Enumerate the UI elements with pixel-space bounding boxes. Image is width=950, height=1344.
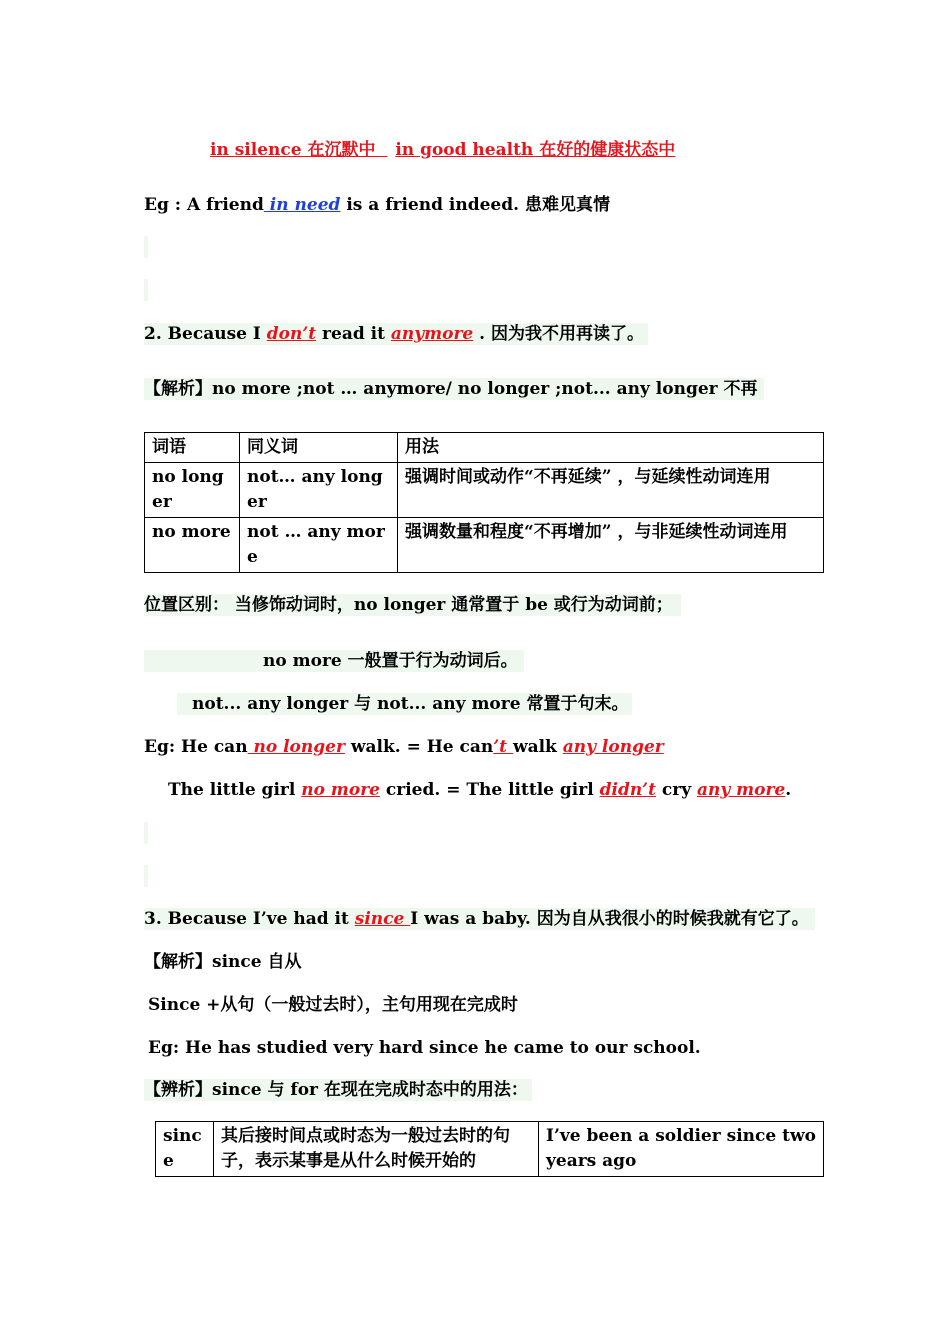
- compare-since-for: 【辨析】since 与 for 在现在完成时态中的用法：: [144, 1079, 532, 1101]
- highlight-stub: [144, 865, 148, 887]
- eg1-prefix: Eg : A friend: [144, 195, 264, 215]
- position-line-2: no more 一般置于行为动词后。: [144, 650, 524, 672]
- eg2-prefix: Eg: He can: [144, 737, 248, 757]
- s3-prefix: 3. Because I’ve had it: [144, 909, 355, 929]
- eg3-suffix: .: [785, 780, 792, 800]
- analysis-since: 【解析】since 自从: [144, 952, 302, 972]
- s3-suffix: I was a baby. 因为自从我很小的时候我就有它了。: [410, 909, 809, 929]
- since-for-table: [155, 1121, 824, 1177]
- sentence-2: [144, 323, 648, 345]
- position-line-3: not... any longer 与 not... any more 常置于句末。: [177, 693, 632, 715]
- eg1-suffix: is a friend indeed. 患难见真情: [340, 195, 610, 215]
- table-cell: not… any longer: [240, 463, 398, 518]
- highlight-stub: [144, 236, 148, 258]
- phrase-gap: [375, 140, 387, 160]
- header-phrases: [210, 139, 675, 161]
- eg3-any-more: any more: [697, 780, 786, 800]
- eg3-no-more: no more: [301, 780, 380, 800]
- eg2-any-longer: any longer: [562, 737, 664, 757]
- eg3-prefix: The little girl: [168, 780, 302, 800]
- eg2-mid1: walk. = He can: [344, 737, 494, 757]
- table-row: [156, 1122, 824, 1177]
- eg3-mid1: cried. = The little girl: [379, 780, 600, 800]
- table-cell: no longer: [145, 463, 240, 518]
- table-row: [145, 463, 824, 518]
- eg2-mid2: walk: [512, 737, 563, 757]
- since-rule: Since +从句（一般过去时），主句用现在完成时: [148, 995, 518, 1015]
- table-header-cell: 同义词: [240, 433, 398, 463]
- example-studied: Eg: He has studied very hard since he came to our school.: [148, 1038, 701, 1058]
- phrase-in-good-health: in good health 在好的健康状态中: [395, 140, 676, 160]
- table-cell: 其后接时间点或时态为一般过去时的句子，表示某事是从什么时候开始的: [214, 1122, 539, 1177]
- s2-word-dont: don’t: [266, 324, 317, 344]
- phrase-in-silence: in silence 在沉默中: [210, 140, 376, 160]
- table-cell: not … any more: [240, 518, 398, 573]
- eg2-cant: ’t: [493, 737, 513, 757]
- table-header-cell: 词语: [145, 433, 240, 463]
- table-cell: no more: [145, 518, 240, 573]
- position-line-1: 位置区别： 当修饰动词时，no longer 通常置于 be 或行为动词前；: [144, 594, 681, 616]
- eg3-didnt: didn’t: [599, 780, 656, 800]
- table-cell: since: [156, 1122, 214, 1177]
- table-header-cell: 用法: [398, 433, 824, 463]
- s2-suffix: . 因为我不用再读了。: [473, 324, 644, 344]
- example-friend-in-need: [144, 194, 610, 216]
- table-cell: 强调数量和程度“不再增加” ，与非延续性动词连用: [398, 518, 824, 573]
- table-cell: 强调时间或动作“不再延续” ，与延续性动词连用: [398, 463, 824, 518]
- table-cell: I’ve been a soldier since two years ago: [539, 1122, 824, 1177]
- highlight-stub: [144, 822, 148, 844]
- s2-word-anymore: anymore: [390, 324, 474, 344]
- eg1-highlight: in need: [263, 195, 341, 215]
- analysis-no-more: 【解析】no more ;not … anymore/ no longer ;not... any longer 不再: [144, 378, 764, 400]
- highlight-stub: [144, 279, 148, 301]
- eg3-mid2: cry: [655, 780, 697, 800]
- s2-prefix: 2. Because I: [144, 324, 267, 344]
- s2-middle: read it: [316, 324, 391, 344]
- example-no-longer: [144, 736, 664, 758]
- table-header-row: [145, 433, 824, 463]
- eg2-no-longer: no longer: [247, 737, 345, 757]
- table-row: [145, 518, 824, 573]
- sentence-3: [144, 908, 815, 930]
- example-no-more: [168, 779, 791, 801]
- s3-since: since: [354, 909, 411, 929]
- synonym-table: [144, 432, 824, 573]
